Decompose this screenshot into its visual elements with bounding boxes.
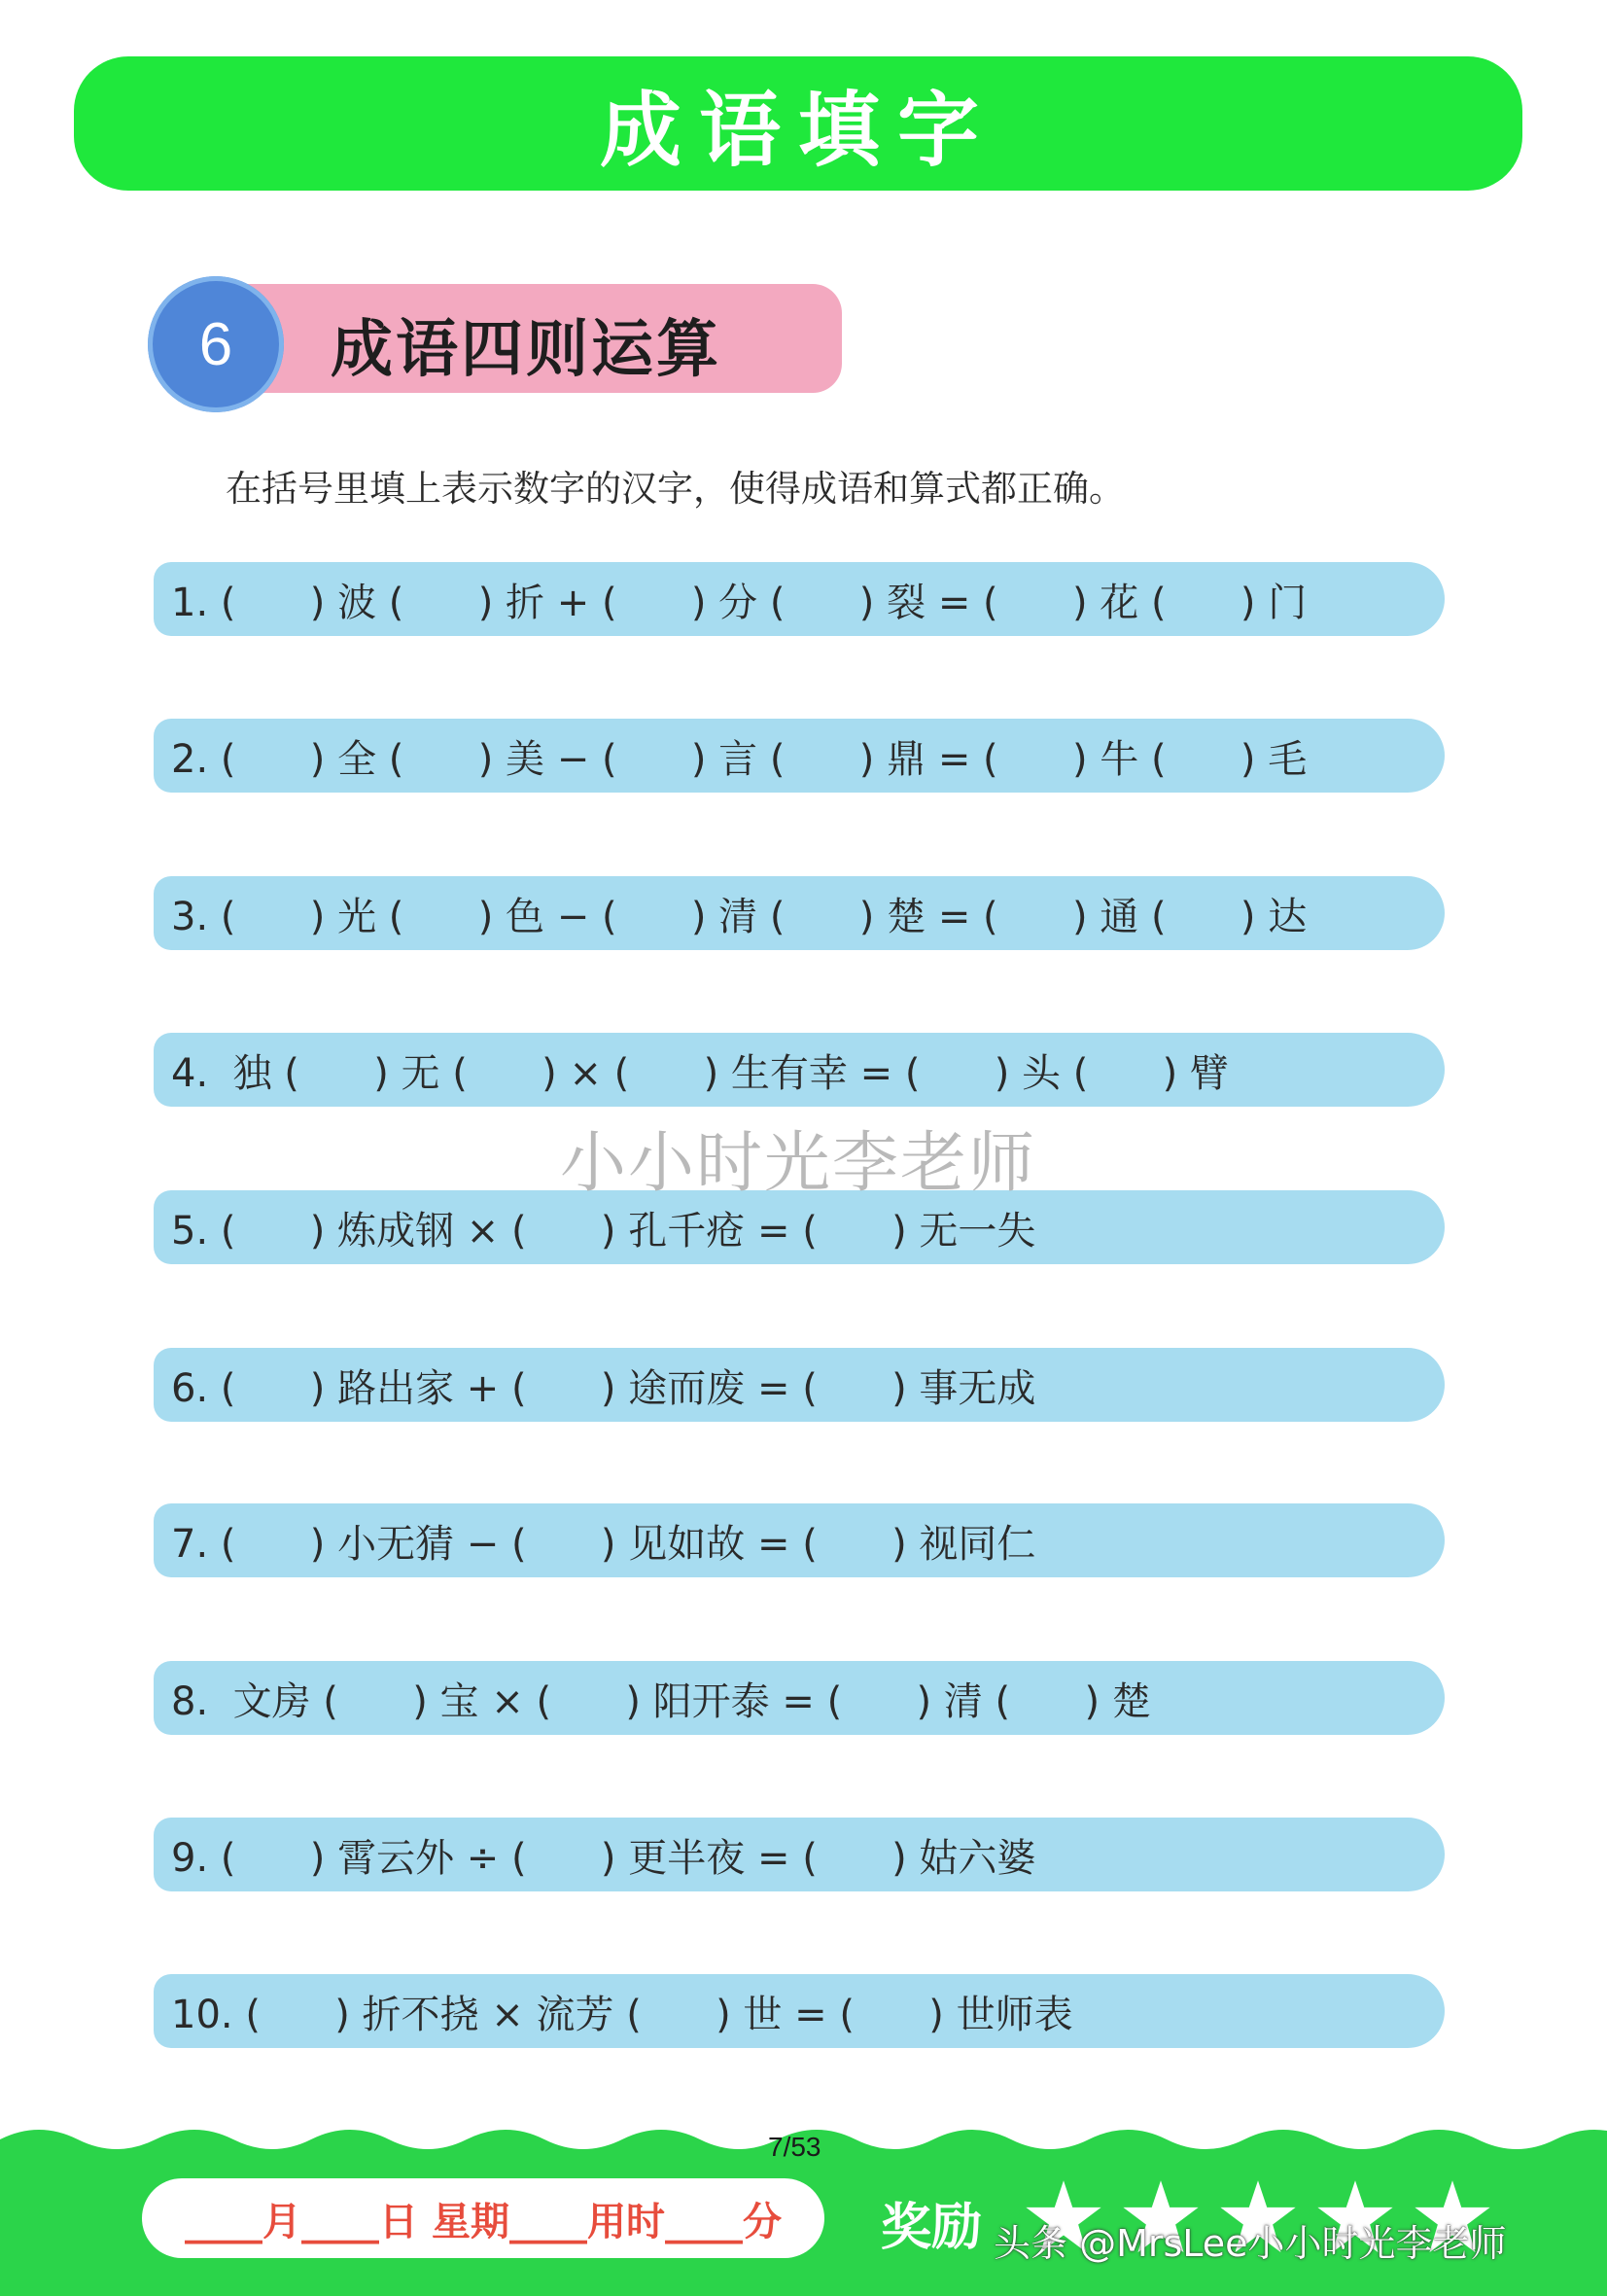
watermark-text: 小小时光李老师 <box>560 1125 1037 1202</box>
header-banner <box>74 56 1522 191</box>
source-watermark: 头条 @MrsLee小小时光李老师 <box>994 2222 1507 2265</box>
page-title: 成语填字 <box>599 82 996 178</box>
question-row-7[interactable]: 7. ( ) 小无猜 − ( ) 见如故 = ( ) 视同仁 <box>154 1503 1445 1577</box>
page-number: 7/53 <box>768 2132 821 2162</box>
reward-label: 奖励 <box>881 2199 983 2257</box>
instruction-text: 在括号里填上表示数字的汉字，使得成语和算式都正确。 <box>226 468 1125 510</box>
section-number-badge: 6 <box>148 276 284 412</box>
question-row-10[interactable]: 10. ( ) 折不挠 × 流芳 ( ) 世 = ( ) 世师表 <box>154 1974 1445 2048</box>
date-time-field[interactable]: ____月____日 星期____用时____分 <box>142 2178 824 2258</box>
question-row-5[interactable]: 5. ( ) 炼成钢 × ( ) 孔千疮 = ( ) 无一失 <box>154 1190 1445 1264</box>
question-row-1[interactable]: 1. ( ) 波 ( ) 折 + ( ) 分 ( ) 裂 = ( ) 花 ( ) 门 <box>154 562 1445 636</box>
question-row-3[interactable]: 3. ( ) 光 ( ) 色 − ( ) 清 ( ) 楚 = ( ) 通 ( ) 达 <box>154 876 1445 950</box>
question-row-9[interactable]: 9. ( ) 霄云外 ÷ ( ) 更半夜 = ( ) 姑六婆 <box>154 1818 1445 1891</box>
section-title: 成语四则运算 <box>331 314 721 386</box>
question-row-4[interactable]: 4. 独 ( ) 无 ( ) × ( ) 生有幸 = ( ) 头 ( ) 臂 <box>154 1033 1445 1107</box>
question-row-6[interactable]: 6. ( ) 路出家 + ( ) 途而废 = ( ) 事无成 <box>154 1348 1445 1422</box>
question-row-8[interactable]: 8. 文房 ( ) 宝 × ( ) 阳开泰 = ( ) 清 ( ) 楚 <box>154 1661 1445 1735</box>
question-row-2[interactable]: 2. ( ) 全 ( ) 美 − ( ) 言 ( ) 鼎 = ( ) 牛 ( ) 毛 <box>154 719 1445 793</box>
